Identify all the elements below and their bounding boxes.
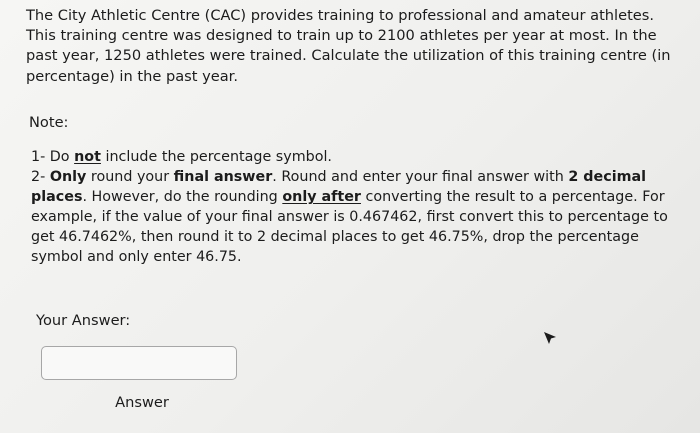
- note-item-2-prefix: 2-: [31, 169, 50, 186]
- note-item-2: [31, 167, 671, 267]
- note-label: Note:: [29, 114, 69, 131]
- note-item-1-emphasis: not: [74, 149, 101, 165]
- note-item-2-bold-3: 2 decimal places: [31, 169, 647, 206]
- note-item-2-bold-2: final answer: [173, 169, 273, 186]
- note-item-2-text-1: round your: [86, 169, 174, 186]
- answer-button[interactable]: Answer: [106, 390, 178, 414]
- note-item-2-bold-1: Only: [49, 169, 87, 186]
- note-item-2-text-4: converting the result to a percentage. For example, if the value of your final answer is 0.467462, first convert this to percentage to get 46.7462%, then round it to 2 decimal places to get 46.75%, drop the percentage symbol and only enter 46.75.: [31, 189, 668, 266]
- your-answer-label: Your Answer:: [36, 312, 131, 329]
- answer-input[interactable]: [41, 346, 237, 380]
- note-item-1-prefix: 1- Do: [31, 149, 75, 165]
- note-item-2-text-3: . However, do the rounding: [82, 189, 283, 206]
- note-item-2-emphasis: only after: [282, 189, 361, 206]
- cursor-icon: [543, 331, 557, 345]
- note-item-2-text-2: . Round and enter your final answer with: [272, 169, 569, 186]
- question-text: The City Athletic Centre (CAC) provides training to professional and amateur athletes. This training centre was designed to train up to 2100 athletes per year at most. In the past year, 1250 athletes were trained. Calculate the utilization of this training centre (in percentage) in the past year.: [26, 7, 671, 85]
- note-item-1: [31, 147, 671, 167]
- notes-list: [31, 147, 671, 268]
- note-item-1-suffix: include the percentage symbol.: [100, 149, 332, 165]
